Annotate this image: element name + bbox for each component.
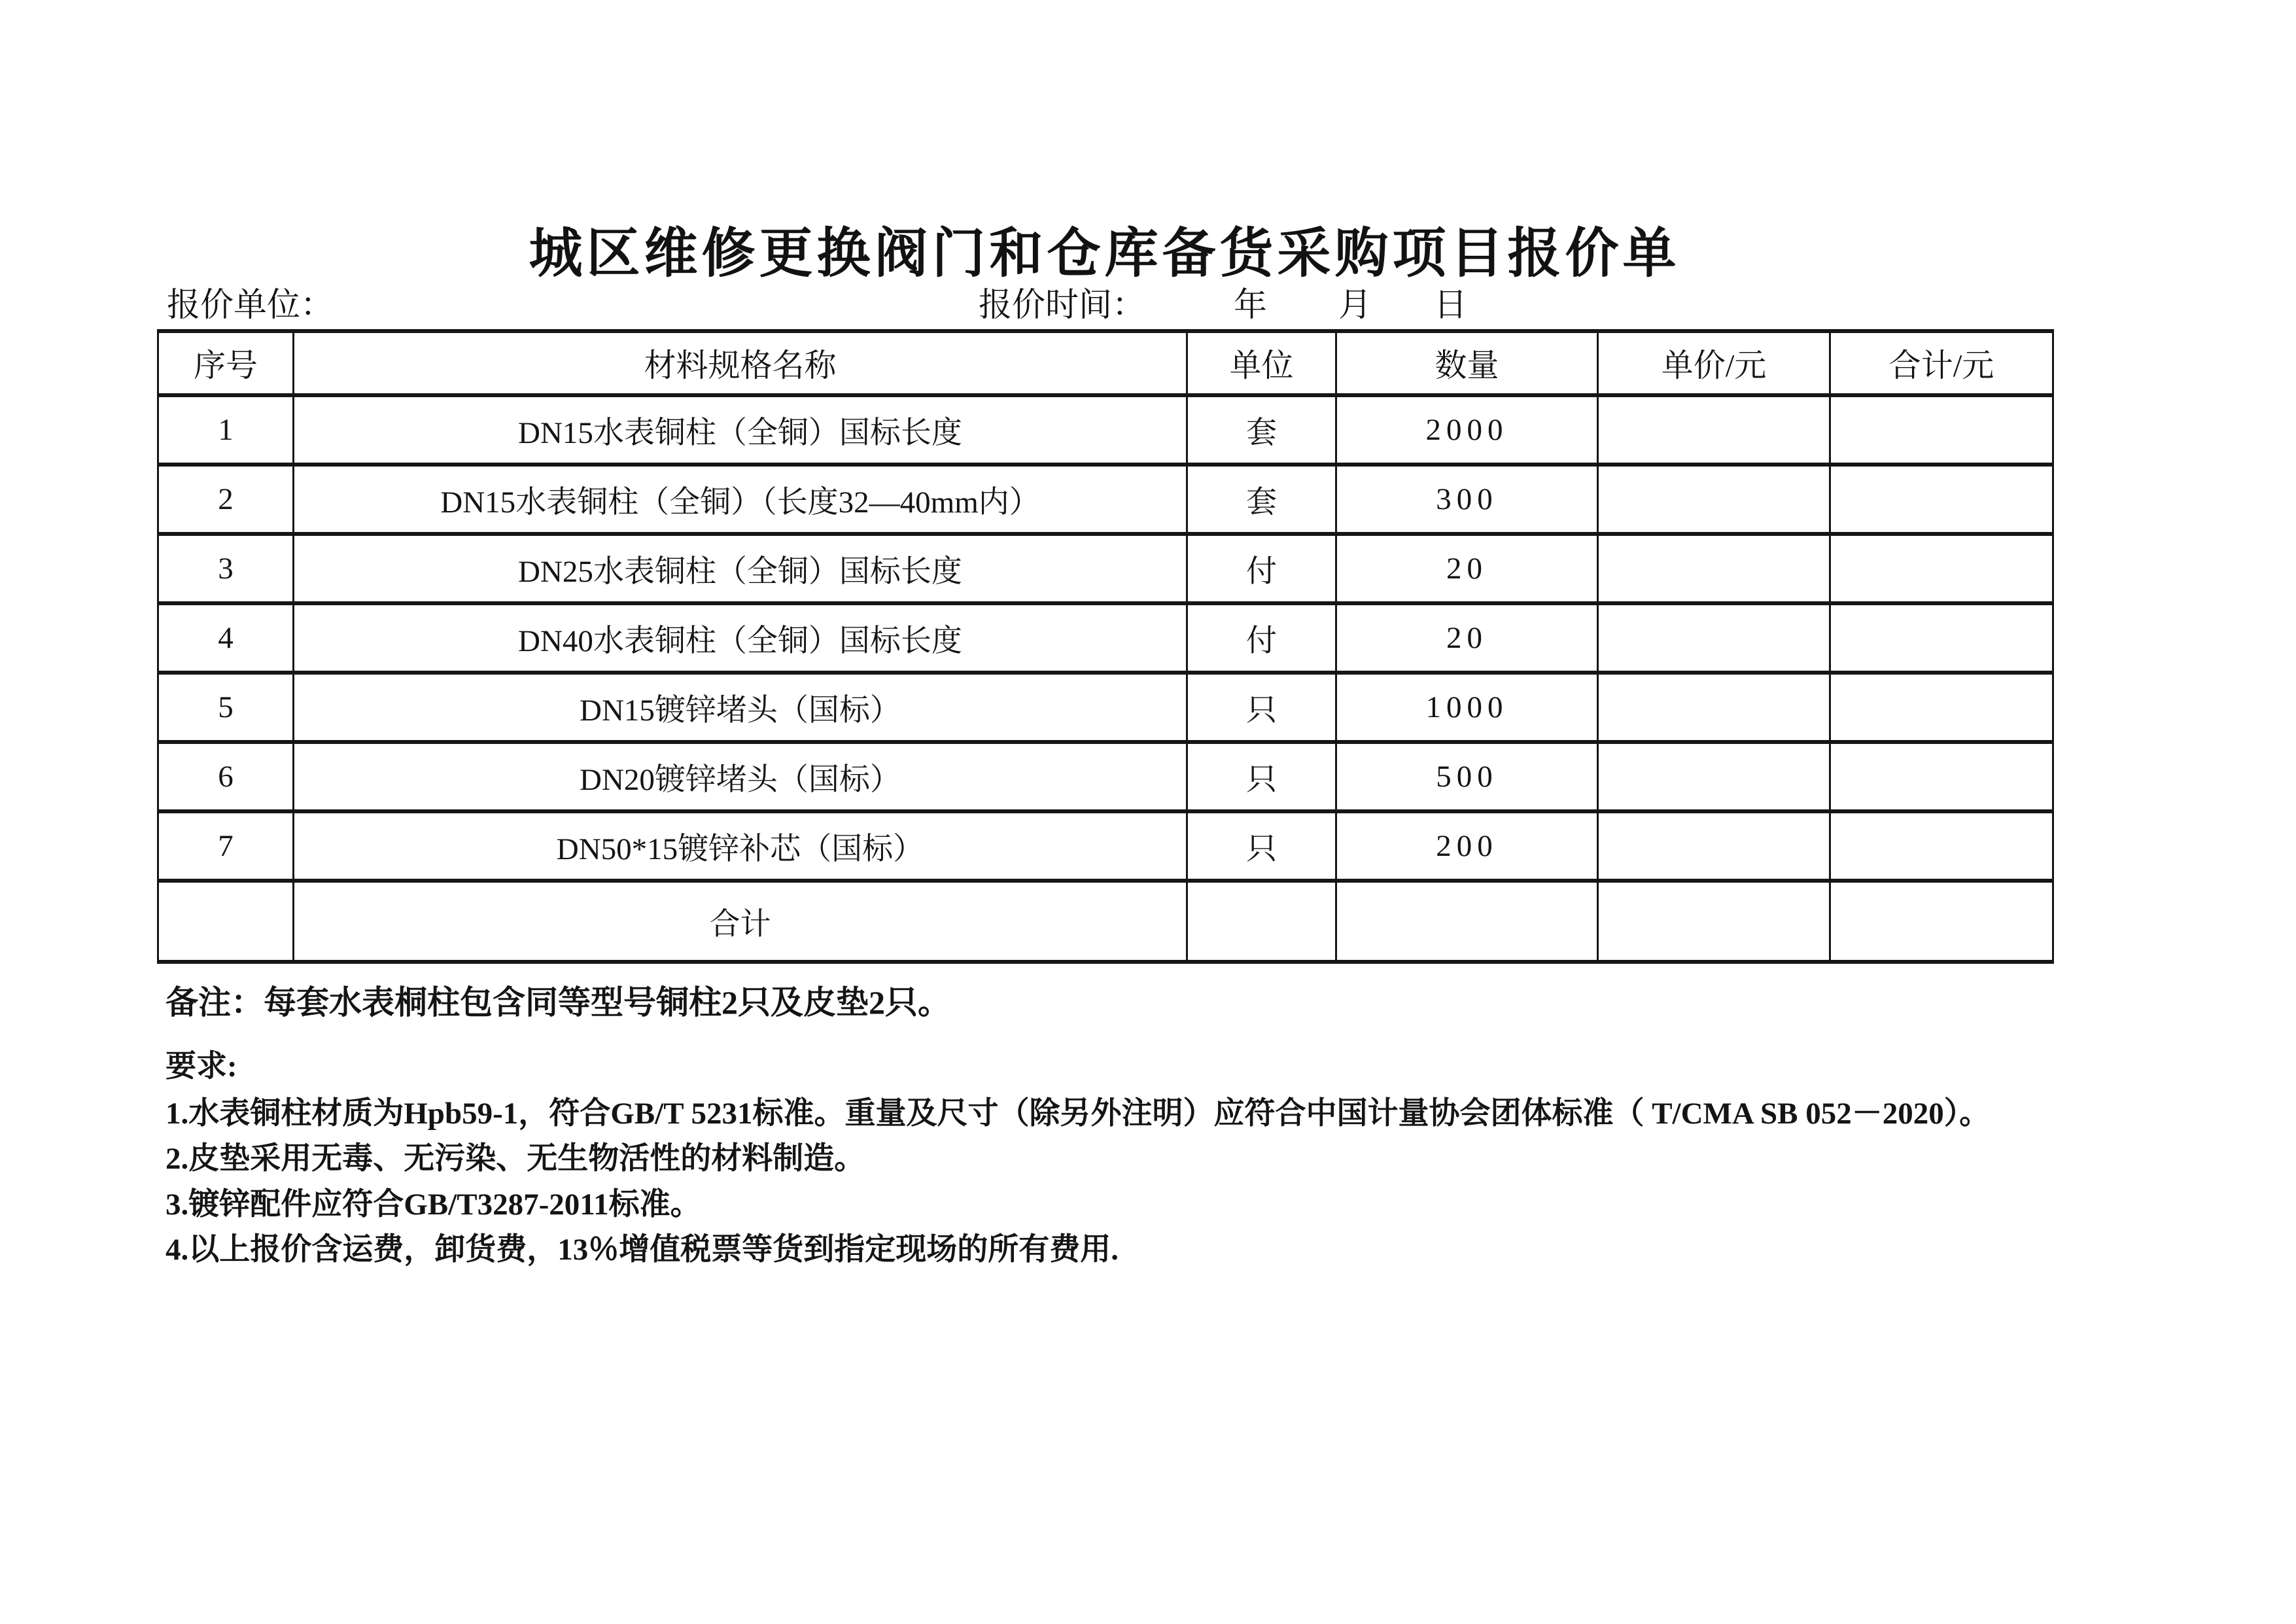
cell-unit: 只 bbox=[1187, 811, 1336, 881]
cell-seq: 4 bbox=[158, 603, 294, 673]
cell-seq: 5 bbox=[158, 673, 294, 742]
cell-total-price bbox=[1830, 811, 2053, 881]
cell-unit: 只 bbox=[1187, 742, 1336, 811]
total-label: 合计 bbox=[294, 881, 1187, 962]
table-header-row bbox=[158, 331, 2053, 395]
cell-qty: 300 bbox=[1336, 465, 1598, 534]
cell-unit: 套 bbox=[1187, 395, 1336, 465]
cell-total-price bbox=[1830, 465, 2053, 534]
day-label: 日 bbox=[1434, 287, 1468, 324]
header-unit-price: 单价/元 bbox=[1598, 331, 1830, 395]
table-row bbox=[158, 603, 2053, 673]
cell-seq: 1 bbox=[158, 395, 294, 465]
cell-total-price bbox=[1830, 673, 2053, 742]
requirements-section bbox=[165, 1044, 2174, 1273]
table-row bbox=[158, 395, 2053, 465]
cell-unit-price bbox=[1598, 673, 1830, 742]
month-label: 月 bbox=[1338, 287, 1372, 324]
cell-unit: 付 bbox=[1187, 603, 1336, 673]
requirements-heading: 要求: bbox=[165, 1050, 237, 1084]
cell-unit-price bbox=[1598, 603, 1830, 673]
cell-seq: 7 bbox=[158, 811, 294, 881]
cell-unit-price bbox=[1598, 465, 1830, 534]
cell-unit: 付 bbox=[1187, 534, 1336, 603]
table-row bbox=[158, 673, 2053, 742]
year-label: 年 bbox=[1234, 287, 1268, 324]
cell-unit-price bbox=[1598, 534, 1830, 603]
header-unit: 单位 bbox=[1187, 331, 1336, 395]
requirement-item: 3.镀锌配件应符合GB/T3287-2011标准。 bbox=[165, 1187, 701, 1222]
cell-name: DN15镀锌堵头（国标） bbox=[294, 673, 1187, 742]
cell-seq: 2 bbox=[158, 465, 294, 534]
requirement-item: 4.以上报价含运费，卸货费，13％增值税票等货到指定现场的所有费用. bbox=[165, 1233, 1119, 1267]
quotation-table bbox=[157, 329, 2054, 964]
info-line bbox=[0, 277, 2296, 323]
header-seq: 序号 bbox=[158, 331, 294, 395]
cell-unit-price bbox=[1598, 742, 1830, 811]
cell-total-price bbox=[1830, 534, 2053, 603]
cell-total-price bbox=[1830, 395, 2053, 465]
table-row bbox=[158, 742, 2053, 811]
cell-name: DN25水表铜柱（全铜）国标长度 bbox=[294, 534, 1187, 603]
cell-seq bbox=[158, 881, 294, 962]
cell-total-price bbox=[1830, 603, 2053, 673]
table-total-row bbox=[158, 881, 2053, 962]
cell-name: DN40水表铜柱（全铜）国标长度 bbox=[294, 603, 1187, 673]
requirement-item: 1.水表铜柱材质为Hpb59-1，符合GB/T 5231标准。重量及尺寸（除另外注明）应符合中国计量协会团体标准（ T/CMA SB 052－2020）。 bbox=[165, 1096, 1991, 1131]
supplier-label: 报价单位： bbox=[167, 287, 334, 324]
header-qty: 数量 bbox=[1336, 331, 1598, 395]
cell-qty: 1000 bbox=[1336, 673, 1598, 742]
cell-qty: 20 bbox=[1336, 534, 1598, 603]
cell-qty: 200 bbox=[1336, 811, 1598, 881]
cell-unit-price bbox=[1598, 881, 1830, 962]
cell-unit: 套 bbox=[1187, 465, 1336, 534]
cell-name: DN15水表铜柱（全铜）国标长度 bbox=[294, 395, 1187, 465]
cell-unit-price bbox=[1598, 811, 1830, 881]
cell-name: DN15水表铜柱（全铜）（长度32—40mm内） bbox=[294, 465, 1187, 534]
cell-qty: 2000 bbox=[1336, 395, 1598, 465]
cell-unit-price bbox=[1598, 395, 1830, 465]
remark-note: 备注：每套水表桐柱包含同等型号铜柱2只及皮垫2只。 bbox=[165, 984, 950, 1021]
cell-unit bbox=[1187, 881, 1336, 962]
cell-name: DN50*15镀锌补芯（国标） bbox=[294, 811, 1187, 881]
document-title: 城区维修更换阀门和仓库备货采购项目报价单 bbox=[529, 224, 1680, 283]
cell-seq: 6 bbox=[158, 742, 294, 811]
cell-total-price bbox=[1830, 742, 2053, 811]
header-total-price: 合计/元 bbox=[1830, 331, 2053, 395]
requirement-item: 2.皮垫采用无毒、无污染、无生物活性的材料制造。 bbox=[165, 1142, 865, 1176]
cell-qty bbox=[1336, 881, 1598, 962]
table-row bbox=[158, 811, 2053, 881]
cell-unit: 只 bbox=[1187, 673, 1336, 742]
table-row bbox=[158, 465, 2053, 534]
table-row bbox=[158, 534, 2053, 603]
header-name: 材料规格名称 bbox=[294, 331, 1187, 395]
cell-name: DN20镀锌堵头（国标） bbox=[294, 742, 1187, 811]
quote-date-label: 报价时间： bbox=[979, 287, 1146, 324]
cell-qty: 20 bbox=[1336, 603, 1598, 673]
cell-seq: 3 bbox=[158, 534, 294, 603]
cell-qty: 500 bbox=[1336, 742, 1598, 811]
cell-total-price bbox=[1830, 881, 2053, 962]
